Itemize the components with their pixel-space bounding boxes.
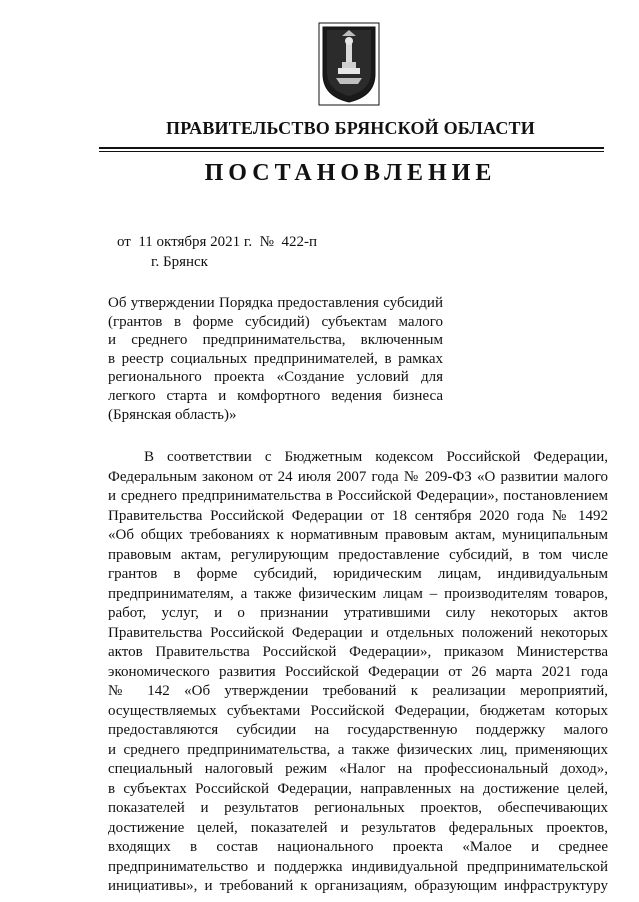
date-prefix: от bbox=[117, 234, 131, 250]
document-type-title: ПОСТАНОВЛЕНИЕ bbox=[204, 160, 497, 186]
subject-line: Об утверждении Порядка предоставления субсидий bbox=[108, 295, 443, 311]
body-line: предпринимателям, а также физическим лицам – производителям товаров, bbox=[108, 585, 608, 602]
document-date: 11 октября 2021 г. bbox=[138, 234, 253, 250]
body-line: В соответствии с Бюджетным кодексом Российской Федерации, bbox=[144, 449, 608, 465]
body-line: и среднего предпринимательства в Российской Федерации», постановлением bbox=[108, 488, 608, 504]
subject-line: в реестр социальных предпринимателей, в рамках bbox=[108, 350, 443, 367]
body-line: экономического развития Российской Федерации от 26 марта 2021 года bbox=[108, 663, 608, 680]
body-line: Правительства Российской Федерации от 18 сентября 2020 года № 1492 bbox=[108, 507, 608, 524]
subject-line: легкого старта и комфортного ведения бизнеса bbox=[108, 387, 443, 404]
body-line: осуществляемых субъектами Российской Федерации, бюджетам которых bbox=[108, 702, 608, 719]
body-line: достижение целей, показателей и результатов федеральных проектов, bbox=[108, 819, 608, 836]
document-subject bbox=[108, 294, 443, 424]
header-rule-thin bbox=[99, 151, 604, 152]
body-line: специальный налоговый режим «Налог на профессиональный доход», bbox=[108, 761, 608, 777]
document-number: 422-п bbox=[281, 234, 317, 250]
body-line: работ, услуг, и о признании утратившими силу некоторых актов bbox=[108, 605, 608, 621]
body-line: и среднего предпринимательства, а также физических лиц, применяющих bbox=[108, 741, 608, 758]
body-line: Федеральным законом от 24 июля 2007 года № 209-ФЗ «О развитии малого bbox=[108, 468, 608, 485]
date-number-line bbox=[117, 234, 317, 251]
header-rule-thick bbox=[99, 147, 604, 149]
subject-line: (Брянская область)» bbox=[108, 406, 237, 423]
document-body bbox=[108, 448, 608, 897]
body-line: в субъектах Российской Федерации, направленных на достижение целей, bbox=[108, 780, 608, 797]
government-title: ПРАВИТЕЛЬСТВО БРЯНСКОЙ ОБЛАСТИ bbox=[166, 118, 535, 138]
document-city: г. Брянск bbox=[151, 254, 208, 270]
body-line: актов Правительства Российской Федерации», приказом Министерства bbox=[108, 644, 608, 660]
subject-line: регионального проекта «Создание условий для bbox=[108, 369, 443, 386]
body-line: предоставляются субсидии на государственную поддержку малого bbox=[108, 722, 608, 738]
bryansk-coat-of-arms-icon bbox=[318, 22, 380, 106]
body-line: правовым актам, регулирующим предоставление субсидий, в том числе bbox=[108, 546, 608, 563]
body-line: Правительства Российской Федерации и отдельных положений некоторых bbox=[108, 624, 608, 641]
subject-line: и среднего предпринимательства, включенным bbox=[108, 332, 443, 349]
body-line: входящих в состав национального проекта «Малое и среднее bbox=[108, 839, 608, 855]
body-line: «Об общих требованиях к нормативным правовым актам, муниципальным bbox=[108, 527, 608, 543]
body-line: № 142 «Об утверждении требований к реализации мероприятий, bbox=[108, 683, 608, 699]
number-prefix: № bbox=[259, 234, 274, 250]
body-line: инициативы», и требований к организациям, образующим инфраструктуру bbox=[108, 878, 608, 894]
body-line: показателей и результатов региональных проектов, обеспечивающих bbox=[108, 800, 608, 816]
body-line: грантов в форме субсидий, юридическим лицам, индивидуальным bbox=[108, 566, 608, 582]
body-line: предпринимательство и поддержка индивидуальной предпринимательской bbox=[108, 858, 608, 875]
subject-line: (грантов в форме субсидий) субъектам малого bbox=[108, 313, 443, 330]
